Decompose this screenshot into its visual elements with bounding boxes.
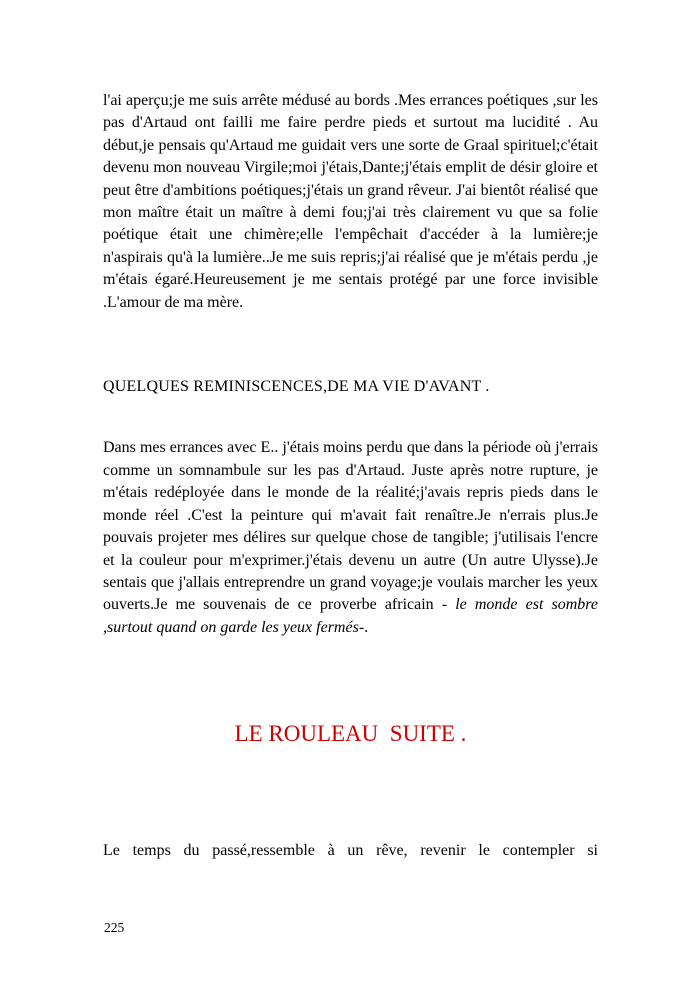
page-number: 225 (104, 920, 125, 935)
section-heading: QUELQUES REMINISCENCES,DE MA VIE D'AVANT . (103, 378, 490, 396)
paragraph-2-italic-proverb: le monde est sombre ,surtout quand on garde les yeux fermés (103, 596, 599, 636)
paragraph-1: l'ai aperçu;je me suis arrête médusé au bords .Mes errances poétiques ,sur les pas d'Artaud ont failli me faire perdre pieds et surtout ma lucidité . Au début,je pensais qu'Artaud me guidait vers une sorte de Graal spirituel;c'était devenu mon nouveau Virgile;moi j'étais,Dante;j'étais emplit de désir gloire et peut être d'ambitions poétiques;j'étais un grand rêveur. J'ai bientôt réalisé que mon maître était un maître à demi fou;j'ai très clairement vu que sa folie poétique était une chimère;elle l'empêchait d'accéder à la lumière;je n'aspirais qu'à la lumière..Je me suis repris;j'ai réalisé que je m'étais perdu ,je m'étais égaré.Heureusement je me sentais protégé par une force invisible .L'amour de ma mère. (103, 92, 598, 311)
chapter-title: LE ROULEAU SUITE . (234, 721, 467, 747)
paragraph-2-end: -. (358, 618, 369, 636)
paragraph-2 (103, 437, 598, 639)
paragraph-3: Le temps du passé,ressemble à un rêve, revenir le contempler si (103, 842, 598, 860)
paragraph-2-text: Dans mes errances avec E.. j'étais moins perdu que dans la période où j'errais comme un somnambule sur les pas d'Artaud. Juste après notre rupture, je m'étais redéployée dans le monde de la réalité;j'avais repris pieds dans le monde réel .C'est la peinture qui m'avait fait renaître.Je n'errais plus.Je pouvais projeter mes délires sur quelque chose de tangible; j'utilisais l'encre et la couleur pour m'exprimer.j'étais devenu un autre (Un autre Ulysse).Je sentais que j'allais entreprendre un grand voyage;je voulais marcher les yeux ouverts.Je me souvenais de ce proverbe africain - (103, 439, 598, 614)
